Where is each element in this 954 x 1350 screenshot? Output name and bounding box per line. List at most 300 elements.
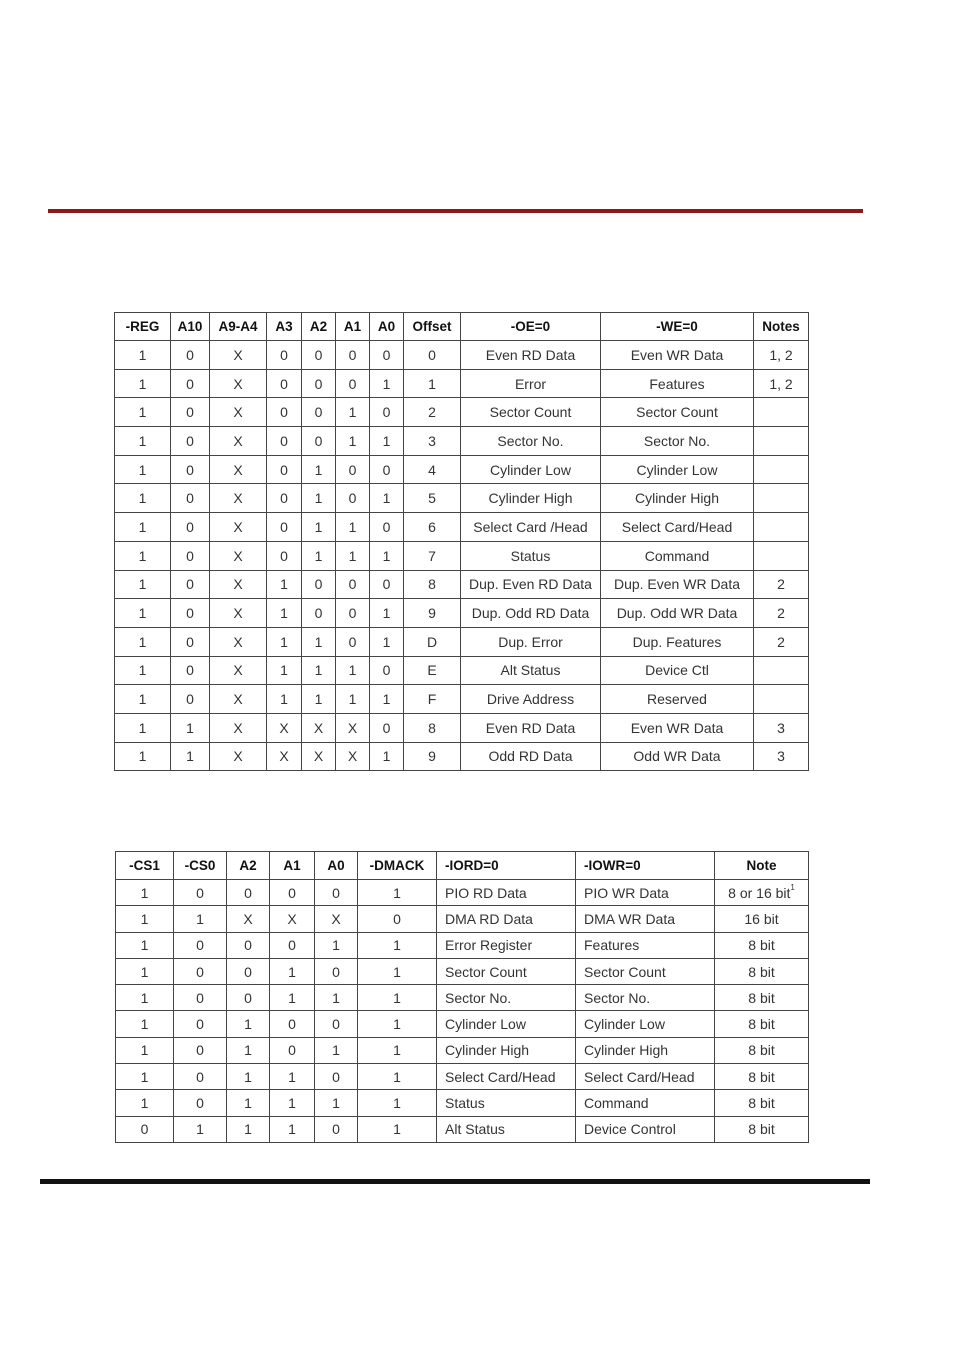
- table-cell: [267, 541, 302, 570]
- table-cell: [715, 958, 809, 984]
- table-cell: [404, 398, 461, 427]
- column-header: A2: [302, 313, 336, 341]
- table-cell: [437, 880, 576, 906]
- table-cell: [461, 513, 601, 542]
- cell-text: 0: [280, 461, 288, 478]
- cell-text: 0: [382, 461, 391, 478]
- cell-text: Sector No.: [643, 432, 711, 449]
- table-cell: [601, 369, 754, 398]
- cell-text: Sector Count: [445, 963, 527, 980]
- table-cell: [404, 541, 461, 570]
- table-row: [116, 985, 809, 1011]
- table-cell: [115, 369, 171, 398]
- table-cell: [267, 685, 302, 714]
- cell-text: 1: [244, 1068, 252, 1085]
- table-cell: [715, 1011, 809, 1037]
- cell-text: 1: [244, 1121, 252, 1138]
- cell-text: 7: [428, 547, 436, 564]
- table-cell: [115, 685, 171, 714]
- table-cell: [576, 1037, 715, 1063]
- cell-text: X: [313, 748, 324, 765]
- table-cell: [302, 541, 336, 570]
- table-cell: [267, 656, 302, 685]
- cell-text: 0: [280, 346, 288, 363]
- cell-text: 0: [196, 937, 204, 954]
- table-cell: [754, 713, 809, 742]
- cell-text: 1: [393, 989, 401, 1006]
- table-cell: [116, 1011, 174, 1037]
- cell-text: X: [347, 748, 358, 765]
- cell-text: 1: [138, 461, 147, 478]
- table-cell: [358, 1011, 437, 1037]
- column-header: -DMACK: [358, 852, 437, 880]
- cell-text: 9: [428, 605, 436, 622]
- cell-text: 8 bit: [748, 1016, 775, 1033]
- table-cell: [270, 1037, 315, 1063]
- io-addressing-table: [115, 851, 809, 1143]
- column-header: Note: [715, 852, 809, 880]
- cell-text: 1: [138, 662, 147, 679]
- table-cell: [174, 958, 227, 984]
- table-cell: [302, 713, 336, 742]
- table-cell: [404, 513, 461, 542]
- cell-text: Select Card/Head: [584, 1068, 695, 1085]
- table-cell: [115, 570, 171, 599]
- table-cell: [601, 685, 754, 714]
- cell-text: 0: [382, 576, 391, 593]
- cell-text: 0: [186, 691, 194, 708]
- table-cell: [267, 455, 302, 484]
- cell-text: 1: [393, 1042, 401, 1059]
- table-cell: [210, 570, 267, 599]
- cell-text: 1: [140, 937, 149, 954]
- cell-text: Dup. Features: [632, 633, 722, 650]
- table-row: [115, 742, 809, 771]
- table-cell: [302, 570, 336, 599]
- table-cell: [115, 484, 171, 513]
- cell-text: 1: [140, 989, 149, 1006]
- table-cell: [370, 455, 404, 484]
- cell-text: 0: [288, 937, 296, 954]
- table-cell: [370, 484, 404, 513]
- table-cell: [461, 484, 601, 513]
- cell-text: 1: [138, 576, 147, 593]
- table-cell: [315, 906, 358, 932]
- table-cell: [370, 570, 404, 599]
- cell-text: 0: [288, 884, 296, 901]
- cell-text: X: [233, 605, 243, 622]
- cell-text: 0: [382, 662, 391, 679]
- table-cell: [267, 713, 302, 742]
- cell-text: X: [233, 432, 243, 449]
- table-cell: [270, 958, 315, 984]
- table-cell: [227, 906, 270, 932]
- cell-text: 1: [348, 691, 357, 708]
- cell-text: 0: [382, 404, 391, 421]
- table-cell: [370, 541, 404, 570]
- cell-text: 1: [288, 989, 296, 1006]
- table-cell: [336, 713, 370, 742]
- table-cell: [174, 1090, 227, 1116]
- table-cell: [370, 685, 404, 714]
- cell-text: Device Ctl: [645, 662, 709, 679]
- table-cell: [115, 341, 171, 370]
- cell-text: 0: [348, 633, 357, 650]
- table-row: [115, 656, 809, 685]
- table-cell: [270, 1090, 315, 1116]
- table-cell: [404, 570, 461, 599]
- table-row: [115, 369, 809, 398]
- cell-text: 1: [138, 748, 147, 765]
- table-cell: [715, 906, 809, 932]
- table-cell: [210, 341, 267, 370]
- table-cell: [270, 985, 315, 1011]
- cell-text: X: [279, 719, 289, 736]
- cell-text: 8 bit: [748, 963, 775, 980]
- cell-text: 0: [186, 375, 194, 392]
- table-cell: [437, 958, 576, 984]
- table-cell: [116, 958, 174, 984]
- cell-text: 0: [314, 432, 323, 449]
- table-cell: [315, 1064, 358, 1090]
- cell-text: 8 or 16 bit: [728, 884, 791, 901]
- table-cell: [358, 1116, 437, 1142]
- cell-text: 1: [382, 547, 391, 564]
- table-cell: [270, 932, 315, 958]
- table-cell: [336, 599, 370, 628]
- cell-text: 0: [382, 518, 391, 535]
- cell-text: 1: [348, 662, 357, 679]
- table-cell: [336, 513, 370, 542]
- cell-text: 1: [138, 605, 147, 622]
- table-cell: [437, 1116, 576, 1142]
- table-cell: [336, 484, 370, 513]
- table-cell: [754, 599, 809, 628]
- table-cell: [437, 1037, 576, 1063]
- table-header-row: [116, 852, 809, 880]
- table-cell: [576, 906, 715, 932]
- cell-text: 0: [196, 963, 204, 980]
- cell-text: E: [427, 662, 437, 679]
- cell-text: Dup. Even RD Data: [469, 576, 592, 593]
- table-cell: [715, 1037, 809, 1063]
- cell-text: 1: [382, 691, 391, 708]
- cell-text: 1: [186, 748, 194, 765]
- table-cell: [370, 599, 404, 628]
- cell-text: 1: [244, 1016, 252, 1033]
- table-cell: [576, 1011, 715, 1037]
- table-cell: [754, 742, 809, 771]
- table-cell: [437, 906, 576, 932]
- table-cell: [370, 341, 404, 370]
- column-header: A3: [267, 313, 302, 341]
- cell-text: 2: [777, 605, 785, 622]
- column-header: A0: [315, 852, 358, 880]
- table-cell: [171, 455, 210, 484]
- table-cell: [315, 932, 358, 958]
- table-row: [116, 958, 809, 984]
- cell-text: X: [233, 375, 243, 392]
- table-cell: [754, 341, 809, 370]
- table-cell: [302, 341, 336, 370]
- cell-text: Sector No.: [584, 989, 651, 1006]
- cell-text: 1: [393, 1095, 401, 1112]
- cell-text: Sector Count: [584, 963, 666, 980]
- table-cell: [315, 1037, 358, 1063]
- cell-text: 0: [314, 605, 323, 622]
- table-cell: [754, 398, 809, 427]
- cell-text: Cylinder High: [488, 490, 573, 507]
- cell-text: 0: [196, 1042, 204, 1059]
- table-cell: [754, 484, 809, 513]
- cell-text: 0: [186, 518, 194, 535]
- table-cell: [576, 932, 715, 958]
- column-header: A10: [171, 313, 210, 341]
- cell-text: 0: [348, 605, 357, 622]
- table-cell: [576, 1116, 715, 1142]
- footnote-marker: 1: [790, 882, 795, 892]
- cell-text: Dup. Even WR Data: [613, 576, 741, 593]
- cell-text: 1: [314, 662, 323, 679]
- cell-text: 1: [382, 375, 391, 392]
- table-cell: [115, 713, 171, 742]
- cell-text: 5: [428, 490, 436, 507]
- table-row: [116, 906, 809, 932]
- table-cell: [576, 1090, 715, 1116]
- table-cell: [404, 713, 461, 742]
- cell-text: X: [233, 404, 243, 421]
- cell-text: 0: [348, 490, 357, 507]
- table-cell: [461, 742, 601, 771]
- table-row: [115, 427, 809, 456]
- cell-text: 1: [186, 719, 194, 736]
- cell-text: Select Card/Head: [621, 518, 733, 535]
- cell-text: 1: [382, 633, 391, 650]
- cell-text: 2: [777, 576, 785, 593]
- table-cell: [267, 570, 302, 599]
- cell-text: 1: [138, 346, 147, 363]
- cell-text: 2: [428, 404, 436, 421]
- cell-text: D: [426, 633, 438, 650]
- cell-text: 1: [138, 518, 147, 535]
- cell-text: Cylinder Low: [445, 1016, 526, 1033]
- table-cell: [715, 932, 809, 958]
- cell-text: 1: [138, 547, 147, 564]
- table-cell: [210, 599, 267, 628]
- table-cell: [601, 656, 754, 685]
- cell-text: 1: [382, 748, 391, 765]
- table-cell: [370, 627, 404, 656]
- cell-text: 1: [314, 691, 323, 708]
- cell-text: 1: [382, 605, 391, 622]
- cell-text: Dup. Odd WR Data: [616, 605, 738, 622]
- cell-text: Dup. Odd RD Data: [471, 605, 590, 622]
- table-cell: [116, 1090, 174, 1116]
- column-header: -CS1: [116, 852, 174, 880]
- column-header: Notes: [754, 313, 809, 341]
- table-cell: [437, 1090, 576, 1116]
- table-cell: [116, 880, 174, 906]
- cell-text: 0: [348, 375, 357, 392]
- cell-text: 1: [393, 1121, 401, 1138]
- cell-text: 1: [332, 989, 340, 1006]
- table-cell: [302, 656, 336, 685]
- cell-text: 0: [244, 937, 252, 954]
- cell-text: 0: [332, 963, 340, 980]
- table-cell: [370, 427, 404, 456]
- cell-text: 0: [186, 547, 194, 564]
- cell-text: Error Register: [445, 937, 533, 954]
- table-cell: [210, 427, 267, 456]
- table-cell: [302, 484, 336, 513]
- cell-text: X: [233, 346, 243, 363]
- table-cell: [358, 880, 437, 906]
- cell-text: 1: [428, 375, 436, 392]
- table-cell: [754, 656, 809, 685]
- cell-text: Cylinder High: [445, 1042, 530, 1059]
- table-cell: [210, 742, 267, 771]
- table-cell: [370, 742, 404, 771]
- column-header: A1: [336, 313, 370, 341]
- table-cell: [404, 369, 461, 398]
- table-cell: [267, 742, 302, 771]
- table-cell: [461, 656, 601, 685]
- cell-text: 0: [382, 346, 391, 363]
- table-cell: [267, 341, 302, 370]
- table-cell: [404, 685, 461, 714]
- column-header: -REG: [115, 313, 171, 341]
- header-rule: [48, 209, 863, 213]
- column-header: -CS0: [174, 852, 227, 880]
- table-cell: [315, 1116, 358, 1142]
- cell-text: 1: [244, 1095, 252, 1112]
- table-cell: [601, 541, 754, 570]
- table-cell: [115, 599, 171, 628]
- cell-text: X: [233, 518, 243, 535]
- cell-text: X: [233, 576, 243, 593]
- column-header: -OE=0: [461, 313, 601, 341]
- table-cell: [115, 541, 171, 570]
- column-header: A9-A4: [210, 313, 267, 341]
- cell-text: 1: [314, 461, 323, 478]
- cell-text: 3: [777, 719, 785, 736]
- table-cell: [174, 906, 227, 932]
- table-cell: [754, 541, 809, 570]
- table-cell: [227, 1037, 270, 1063]
- cell-text: 0: [288, 1016, 296, 1033]
- cell-text: X: [243, 910, 253, 927]
- cell-text: 1: [138, 719, 147, 736]
- table-cell: [601, 570, 754, 599]
- cell-text: 1: [348, 547, 357, 564]
- cell-text: 1: [140, 910, 149, 927]
- cell-text: 0: [186, 461, 194, 478]
- table-row: [116, 1037, 809, 1063]
- table-cell: [404, 427, 461, 456]
- table-cell: [601, 455, 754, 484]
- table-cell: [336, 570, 370, 599]
- table-cell: [227, 1011, 270, 1037]
- table-cell: [754, 427, 809, 456]
- table-cell: [576, 880, 715, 906]
- table-cell: [174, 880, 227, 906]
- table-cell: [174, 1037, 227, 1063]
- table-cell: [267, 627, 302, 656]
- table-cell: [210, 627, 267, 656]
- cell-text: 1: [393, 1016, 401, 1033]
- cell-text: Features: [649, 375, 705, 392]
- cell-text: Sector Count: [636, 404, 718, 421]
- table-cell: [461, 570, 601, 599]
- cell-text: Alt Status: [445, 1121, 505, 1138]
- cell-text: Sector Count: [489, 404, 572, 421]
- cell-text: Cylinder Low: [636, 461, 718, 478]
- cell-text: F: [427, 691, 437, 708]
- cell-text: 8 bit: [748, 937, 775, 954]
- cell-text: Sector No.: [497, 432, 564, 449]
- cell-text: 0: [332, 1068, 340, 1085]
- cell-text: 0: [314, 346, 323, 363]
- cell-text: 0: [186, 662, 194, 679]
- table-cell: [576, 958, 715, 984]
- table-cell: [210, 713, 267, 742]
- table-cell: [336, 742, 370, 771]
- table-cell: [601, 427, 754, 456]
- table-cell: [227, 985, 270, 1011]
- column-header: Offset: [404, 313, 461, 341]
- table-cell: [358, 958, 437, 984]
- table-cell: [171, 541, 210, 570]
- table-cell: [115, 656, 171, 685]
- table-cell: [754, 369, 809, 398]
- cell-text: 1: [138, 404, 147, 421]
- table-cell: [404, 599, 461, 628]
- table-cell: [715, 985, 809, 1011]
- table-cell: [116, 985, 174, 1011]
- table-cell: [336, 685, 370, 714]
- table-cell: [302, 455, 336, 484]
- cell-text: 1: [382, 490, 391, 507]
- cell-text: 0: [186, 346, 194, 363]
- table-cell: [576, 985, 715, 1011]
- table-cell: [404, 484, 461, 513]
- cell-text: 1: [288, 1095, 296, 1112]
- cell-text: Reserved: [647, 691, 707, 708]
- cell-text: 3: [428, 432, 436, 449]
- table-cell: [461, 427, 601, 456]
- table-cell: [358, 932, 437, 958]
- table-cell: [174, 1116, 227, 1142]
- cell-text: Features: [584, 937, 640, 954]
- table-cell: [461, 685, 601, 714]
- cell-text: 1: [138, 432, 147, 449]
- table-cell: [336, 541, 370, 570]
- table-cell: [315, 985, 358, 1011]
- table-cell: [370, 369, 404, 398]
- table-cell: [315, 880, 358, 906]
- table-row: [115, 685, 809, 714]
- table-cell: [715, 880, 809, 906]
- table-cell: [437, 1064, 576, 1090]
- cell-text: X: [233, 691, 243, 708]
- table-row: [116, 932, 809, 958]
- cell-text: DMA RD Data: [445, 910, 533, 927]
- cell-text: 1: [140, 1095, 149, 1112]
- table-row: [116, 1011, 809, 1037]
- cell-text: 8 bit: [748, 1042, 775, 1059]
- table-cell: [116, 906, 174, 932]
- cell-text: 1: [280, 576, 288, 593]
